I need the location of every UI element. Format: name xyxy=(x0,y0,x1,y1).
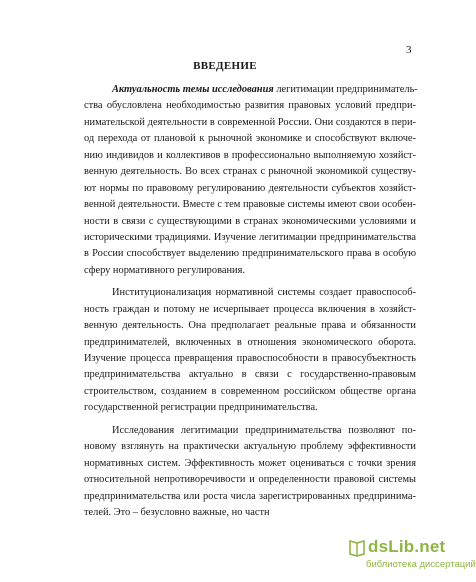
paragraph-3-line: новому взглянуть на практически актуальную проблему эффективности xyxy=(84,441,416,453)
paragraph-2-line: строительством, созданием в современном российском обществе органа xyxy=(84,385,416,397)
paragraph-1-line: ности в связи с существующими в странах экономическими условиями и xyxy=(84,215,416,227)
document-body xyxy=(84,82,416,521)
paragraph-3-line: телей. Это – безусловно важные, но частн xyxy=(84,506,270,518)
paragraph-1-line: историческими традициями. Изучение легитимации предпринимательства xyxy=(84,231,416,243)
paragraph-2-line: Институционализация нормативной системы создает правоспособ- xyxy=(112,287,416,299)
page-number: 3 xyxy=(406,44,412,56)
paragraph-3-line: Исследования легитимации предпринимательства позволяют по- xyxy=(112,424,416,436)
dslib-watermark[interactable] xyxy=(346,535,476,582)
paragraph-2-line: предпринимателей, включенных в отношения экономического оборота. xyxy=(84,336,416,348)
paragraph-1-line: ства обусловлена необходимостью развития правовых условий предпри- xyxy=(84,100,416,112)
paragraph-1-line: ют нормы по правовому регулированию деятельности субъектов хозяйст- xyxy=(84,182,416,194)
paragraph-3-line: относительной непротиворечивости и определенности правовой системы xyxy=(84,474,416,486)
section-heading: ВВЕДЕНИЕ xyxy=(193,60,257,72)
lead-rest: легитимации предприниматель- xyxy=(273,84,418,95)
watermark-subtitle: библиотека диссертаций xyxy=(366,559,476,570)
lead-phrase: Актуальность темы исследования xyxy=(112,84,274,95)
watermark-domain: dsLib.net xyxy=(368,537,446,556)
paragraph-1-line-0 xyxy=(84,82,416,98)
paragraph-2-line: Изучение процесса превращения правоспособности в правосубъектность xyxy=(84,353,416,364)
paragraph-2-line: предпринимательства актуально в связи с государственно-правовым xyxy=(84,369,416,381)
paragraph-1-line: в России способствует выделению предпринимательского права в особую xyxy=(84,248,416,260)
paragraph-3-line: предпринимательства или роста числа зарегистрированных предпринима- xyxy=(84,490,416,502)
paragraph-1-line: од перехода от плановой к рыночной экономике и способствуют включе- xyxy=(84,133,416,145)
paragraph-2-line: венную деятельность. Она предполагает реальные права и обязанности xyxy=(84,320,416,332)
paragraph-2-line: государственной регистрации предпринимательства. xyxy=(84,402,318,414)
paragraph-1-line: нию индивидов и коллективов в профессионально выполняемую хозяйст- xyxy=(84,149,416,161)
paragraph-1-line: сферу нормативного регулирования. xyxy=(84,264,245,276)
paragraph-3-line: нормативных систем. Эффективность может оцениваться с точки зрения xyxy=(84,457,416,469)
paragraph-1-line: нимательской деятельности в современной России. Они создаются в пери- xyxy=(84,116,416,128)
paragraph-1-line: венную деятельность. Во всех странах с рыночной экономикой существу- xyxy=(84,166,416,178)
book-icon xyxy=(348,538,366,558)
paragraph-1-line: венной деятельности. Вместе с тем правовые системы имеют свои особен- xyxy=(84,199,416,211)
paragraph-2-line: ность граждан и потому не исчерпывает процесса включения в хозяйст- xyxy=(84,303,416,315)
